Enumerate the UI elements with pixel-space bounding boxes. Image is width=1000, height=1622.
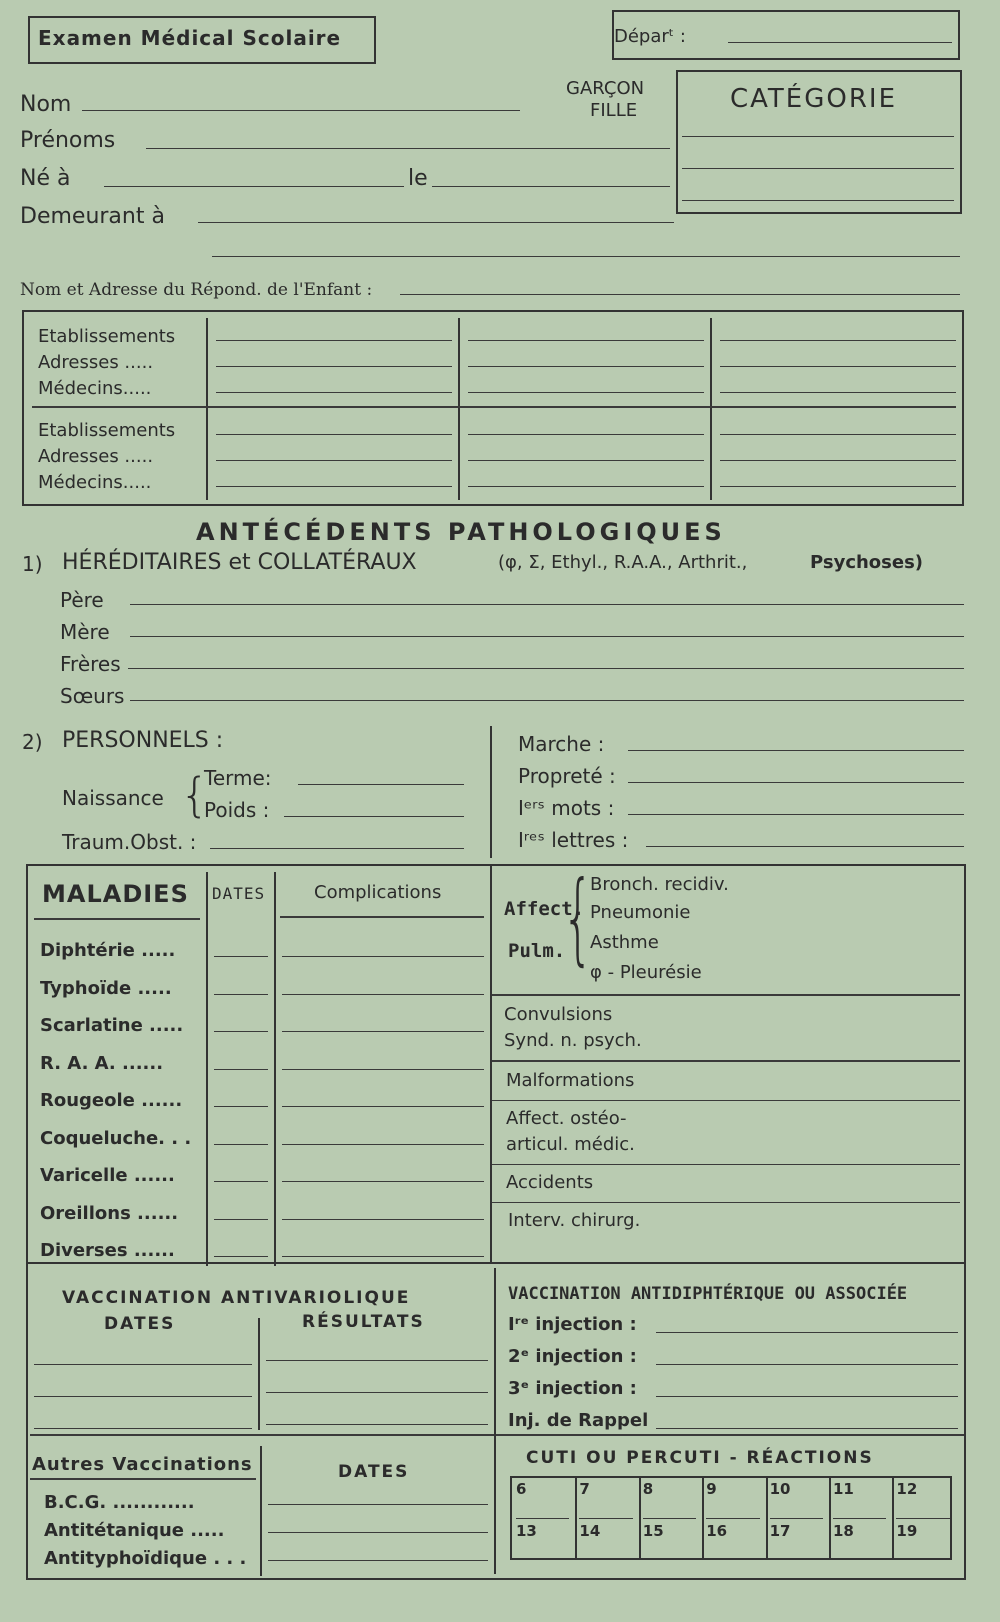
cuti-cell-field[interactable] — [706, 1518, 759, 1519]
etab-divider-2 — [458, 318, 460, 500]
maladie-complication-field[interactable] — [282, 956, 484, 957]
antitet-field[interactable] — [268, 1532, 488, 1533]
proprete-label: Propreté : — [518, 764, 616, 788]
affect-label: Affect. — [504, 898, 585, 920]
maladies-dates-header: DATES — [212, 884, 266, 903]
lettres-label: Iʳᵉˢ lettres : — [518, 828, 629, 852]
maladie-date-field[interactable] — [214, 994, 268, 995]
cuti-top-number: 7 — [579, 1480, 590, 1498]
terme-field[interactable] — [298, 784, 464, 785]
convulsions-label: Convulsions — [504, 1004, 613, 1025]
depart-label: Déparᵗ : — [614, 26, 686, 47]
etab-divider-1 — [206, 318, 208, 500]
asthme-label: Asthme — [590, 932, 659, 953]
naissance-label: Naissance — [62, 786, 164, 810]
antivario-date-1[interactable] — [34, 1364, 252, 1365]
cuti-cell-field[interactable] — [770, 1518, 823, 1519]
repondant-field[interactable] — [400, 294, 960, 295]
lettres-field[interactable] — [646, 846, 964, 847]
vaccination-divider — [494, 1268, 496, 1574]
poids-field[interactable] — [284, 816, 464, 817]
injection-1-field[interactable] — [656, 1332, 958, 1333]
etab-field-r3-c2[interactable] — [468, 392, 704, 393]
etab-field-r1-c1[interactable] — [216, 340, 452, 341]
osteo-label-1: Affect. ostéo- — [506, 1108, 627, 1129]
ne-a-label: Né à — [20, 166, 71, 191]
maladie-date-field[interactable] — [214, 956, 268, 957]
cuti-top-number: 9 — [706, 1480, 717, 1498]
maladie-label: Diverses ...... — [40, 1240, 175, 1261]
maladie-complication-field[interactable] — [282, 1106, 484, 1107]
bcg-label: B.C.G. ............ — [44, 1492, 195, 1513]
cuti-cell-field[interactable] — [896, 1518, 949, 1519]
malformations-label: Malformations — [506, 1070, 635, 1091]
antidiph-title: VACCINATION ANTIDIPHTÉRIQUE OU ASSOCIÉE — [508, 1284, 908, 1304]
cuti-cell-field[interactable] — [833, 1518, 886, 1519]
cuti-bottom-number: 17 — [769, 1522, 791, 1540]
injection-3-field[interactable] — [656, 1396, 958, 1397]
cuti-divider — [702, 1478, 704, 1558]
cuti-cell-field[interactable] — [516, 1518, 569, 1519]
accidents-label: Accidents — [506, 1172, 594, 1193]
nom-label: Nom — [20, 92, 72, 117]
maladies-title: MALADIES — [42, 880, 189, 908]
marche-label: Marche : — [518, 732, 605, 756]
cuti-title: CUTI OU PERCUTI - RÉACTIONS — [526, 1448, 874, 1468]
adresses-label: Adresses ..... — [38, 352, 154, 373]
etab-field-r5-c1[interactable] — [216, 460, 452, 461]
accidents-field[interactable] — [492, 1202, 960, 1203]
cuti-divider — [829, 1478, 831, 1558]
form-title: Examen Médical Scolaire — [38, 26, 342, 50]
antityph-label: Antityphoïdique . . . — [44, 1548, 247, 1569]
cuti-divider — [766, 1478, 768, 1558]
maladie-label: Varicelle ...... — [40, 1165, 175, 1186]
mere-field[interactable] — [130, 636, 964, 637]
freres-label: Frères — [60, 652, 121, 676]
perso-number: 2) — [22, 730, 43, 754]
maladie-date-field[interactable] — [214, 1256, 268, 1257]
pere-label: Père — [60, 588, 104, 612]
depart-field[interactable] — [728, 42, 952, 43]
cuti-bottom-number: 18 — [833, 1522, 854, 1540]
antivario-resultat-1[interactable] — [266, 1360, 488, 1361]
garcon-label: GARÇON — [566, 78, 645, 99]
cuti-top-number: 10 — [769, 1480, 791, 1498]
maladie-label: Oreillons ...... — [40, 1202, 179, 1224]
maladie-label: Rougeole ...... — [40, 1090, 183, 1111]
maladie-complication-field[interactable] — [282, 1256, 484, 1257]
maladie-label: R. A. A. ...... — [40, 1052, 164, 1074]
cuti-bottom-number: 13 — [516, 1522, 537, 1540]
bronch-label: Bronch. recidiv. — [590, 874, 729, 895]
etab-label: Etablissements — [38, 326, 176, 347]
repondant-label: Nom et Adresse du Répond. de l'Enfant : — [20, 280, 373, 300]
maladie-complication-field[interactable] — [282, 1181, 484, 1182]
cuti-top-number: 12 — [896, 1480, 918, 1498]
ne-a-field[interactable] — [104, 186, 404, 187]
mere-label: Mère — [60, 620, 110, 644]
etab-field-r2-c2[interactable] — [468, 366, 704, 367]
antivario-resultats: RÉSULTATS — [302, 1312, 425, 1332]
maladie-date-field[interactable] — [214, 1181, 268, 1182]
nom-field[interactable] — [82, 110, 520, 111]
etab-field-r6-c2[interactable] — [468, 486, 704, 487]
cuti-bottom-number: 14 — [579, 1522, 601, 1540]
antecedents-title: ANTÉCÉDENTS PATHOLOGIQUES — [196, 518, 726, 546]
mots-label: Iᵉʳˢ mots : — [518, 796, 615, 820]
hered-note: (φ, Σ, Ethyl., R.A.A., Arthrit., — [498, 552, 748, 573]
etab-field-r2-c1[interactable] — [216, 366, 452, 367]
osteo-field[interactable] — [492, 1164, 960, 1165]
affect-brace: { — [562, 859, 594, 976]
categorie-line-3[interactable] — [682, 200, 954, 201]
categorie-line-1[interactable] — [682, 136, 954, 137]
cuti-bottom-number: 19 — [896, 1522, 918, 1540]
demeurant-field[interactable] — [198, 222, 674, 223]
bcg-field[interactable] — [268, 1504, 488, 1505]
categorie-title: CATÉGORIE — [730, 84, 898, 114]
etab-field-r1-c2[interactable] — [468, 340, 704, 341]
injection-2-label: 2ᵉ injection : — [508, 1346, 637, 1367]
antivario-resultat-3[interactable] — [266, 1424, 488, 1425]
maladie-date-field[interactable] — [214, 1031, 268, 1032]
freres-field[interactable] — [128, 668, 964, 669]
etab-row-separator — [32, 406, 956, 408]
antivario-resultat-2[interactable] — [266, 1392, 488, 1393]
prenoms-label: Prénoms — [20, 128, 116, 153]
cuti-cell-field[interactable] — [579, 1518, 632, 1519]
marche-field[interactable] — [628, 750, 964, 751]
autres-divider — [260, 1446, 262, 1576]
cuti-top-number: 11 — [833, 1480, 854, 1498]
complications-header: Complications — [314, 882, 442, 903]
etab-field-r5-c2[interactable] — [468, 460, 704, 461]
etab-field-r1-c3[interactable] — [720, 340, 956, 341]
interv-label: Interv. chirurg. — [508, 1210, 641, 1231]
maladie-date-field[interactable] — [214, 1144, 268, 1145]
antitet-label: Antitétanique ..... — [44, 1520, 225, 1541]
etab-field-r3-c1[interactable] — [216, 392, 452, 393]
cuti-cell-field[interactable] — [643, 1518, 696, 1519]
adresses-label-2: Adresses ..... — [38, 446, 154, 467]
rappel-label: Inj. de Rappel — [508, 1410, 649, 1431]
maladies-divider-3 — [490, 864, 492, 1264]
maladie-date-field[interactable] — [214, 1106, 268, 1107]
hered-note-psychoses: Psychoses) — [810, 552, 924, 573]
antivario-divider — [258, 1318, 260, 1430]
maladie-date-field[interactable] — [214, 1069, 268, 1070]
affect-separator — [492, 994, 960, 996]
cuti-divider — [639, 1478, 641, 1558]
etab-field-r6-c1[interactable] — [216, 486, 452, 487]
hered-number: 1) — [22, 552, 43, 576]
osteo-label-2: articul. médic. — [506, 1134, 635, 1155]
maladie-label: Coqueluche. . . — [40, 1127, 192, 1149]
le-field[interactable] — [432, 186, 670, 187]
antivario-date-2[interactable] — [34, 1396, 252, 1397]
complications-header-line — [280, 916, 484, 918]
injection-2-field[interactable] — [656, 1364, 958, 1365]
terme-label: Terme: — [204, 766, 272, 790]
etab-label-2: Etablissements — [38, 420, 176, 441]
fille-label: FILLE — [590, 100, 638, 121]
traum-label: Traum.Obst. : — [62, 830, 197, 854]
pulm-label: Pulm. — [508, 940, 566, 962]
poids-label: Poids : — [204, 798, 270, 822]
naissance-brace: { — [180, 768, 210, 822]
maladie-complication-field[interactable] — [282, 994, 484, 995]
malformations-field[interactable] — [492, 1100, 960, 1101]
etab-field-r5-c3[interactable] — [720, 460, 956, 461]
synd-label: Synd. n. psych. — [504, 1030, 642, 1051]
maladie-complication-field[interactable] — [282, 1069, 484, 1070]
etab-field-r4-c2[interactable] — [468, 434, 704, 435]
etab-field-r6-c3[interactable] — [720, 486, 956, 487]
maladie-date-field[interactable] — [214, 1219, 268, 1220]
maladies-divider-1 — [206, 872, 208, 1266]
proprete-field[interactable] — [628, 782, 964, 783]
cuti-divider — [575, 1478, 577, 1558]
maladie-label: Diphtérie ..... — [40, 940, 176, 961]
antivario-title: VACCINATION ANTIVARIOLIQUE — [62, 1288, 411, 1308]
demeurant-label: Demeurant à — [20, 204, 165, 229]
cuti-divider — [892, 1478, 894, 1558]
etab-field-r3-c3[interactable] — [720, 392, 956, 393]
maladie-label: Typhoïde ..... — [40, 977, 172, 999]
autres-title-line — [30, 1478, 256, 1480]
cuti-top-number: 8 — [642, 1480, 654, 1498]
perso-title: PERSONNELS : — [62, 728, 224, 753]
maladies-header-line — [34, 918, 200, 920]
demeurant-field-2[interactable] — [212, 256, 960, 257]
antityph-field[interactable] — [268, 1560, 488, 1561]
autres-dates-header: DATES — [338, 1462, 410, 1482]
cuti-bottom-number: 15 — [642, 1522, 664, 1540]
injection-1-label: Iʳᵉ injection : — [508, 1314, 637, 1335]
injection-3-label: 3ᵉ injection : — [508, 1378, 637, 1399]
medecins-label-2: Médecins..... — [38, 472, 152, 493]
etab-field-r4-c1[interactable] — [216, 434, 452, 435]
pere-field[interactable] — [130, 604, 964, 605]
vaccination-row-separator — [30, 1434, 964, 1436]
traum-field[interactable] — [210, 848, 464, 849]
hered-title: HÉRÉDITAIRES et COLLATÉRAUX — [62, 550, 417, 575]
perso-divider — [490, 726, 492, 858]
pneumonie-label: Pneumonie — [590, 902, 691, 923]
cuti-bottom-number: 16 — [706, 1522, 728, 1540]
autres-title: Autres Vaccinations — [32, 1454, 253, 1475]
maladie-complication-field[interactable] — [282, 1031, 484, 1032]
etab-divider-3 — [710, 318, 712, 500]
soeurs-label: Sœurs — [60, 684, 125, 708]
maladies-divider-2 — [274, 872, 276, 1266]
maladie-complication-field[interactable] — [282, 1219, 484, 1220]
maladie-complication-field[interactable] — [282, 1144, 484, 1145]
mots-field[interactable] — [628, 814, 964, 815]
antivario-dates: DATES — [104, 1314, 176, 1334]
etab-field-r4-c3[interactable] — [720, 434, 956, 435]
antivario-date-3[interactable] — [34, 1428, 252, 1429]
le-label: le — [408, 166, 428, 191]
categorie-line-2[interactable] — [682, 168, 954, 169]
medecins-label: Médecins..... — [38, 378, 152, 399]
maladie-label: Scarlatine ..... — [40, 1015, 184, 1036]
cuti-top-number: 6 — [516, 1480, 527, 1498]
soeurs-field[interactable] — [130, 700, 964, 701]
pleuresie-label: φ - Pleurésie — [590, 962, 702, 983]
convulsions-separator — [492, 1060, 960, 1062]
rappel-field[interactable] — [656, 1428, 958, 1429]
prenoms-field[interactable] — [146, 148, 670, 149]
etab-field-r2-c3[interactable] — [720, 366, 956, 367]
